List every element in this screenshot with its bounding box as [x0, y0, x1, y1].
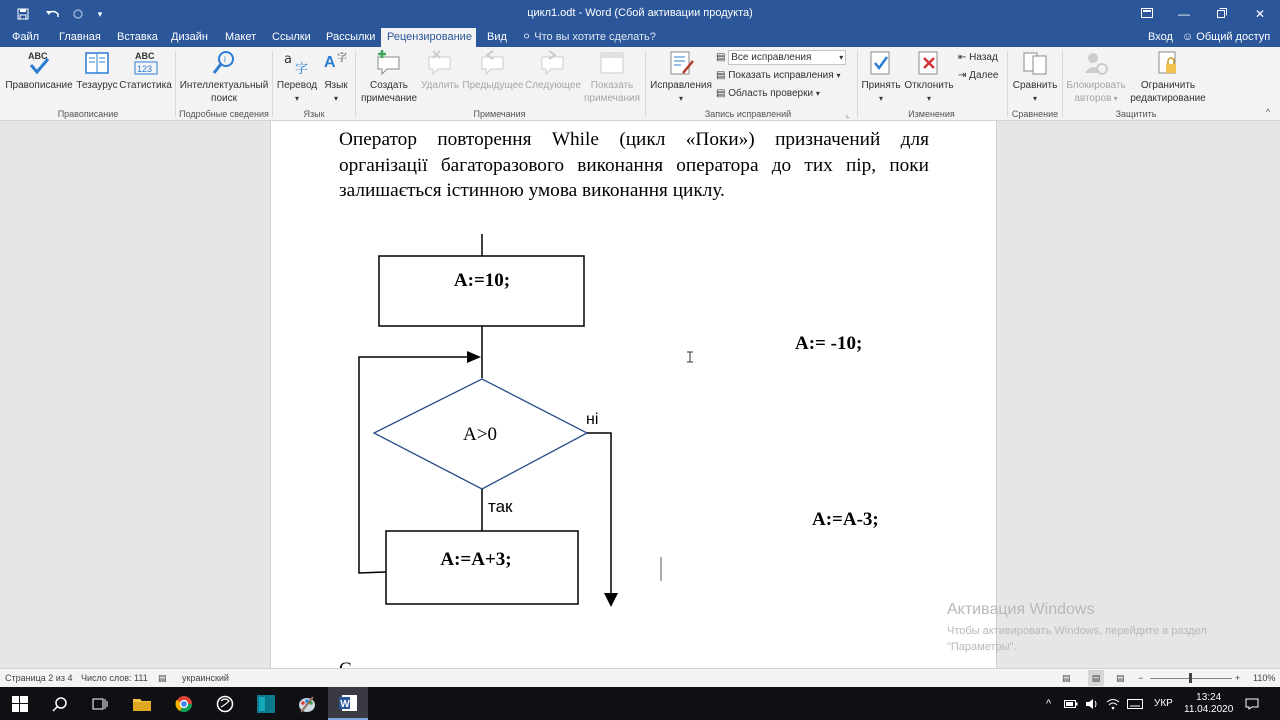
status-bar: [0, 668, 1280, 687]
markup-icon: ▤: [716, 52, 726, 64]
body-paragraph: Оператор повторення While (цикл «Поки») призначений для організації багаторазового виконання оператора до тих пір, поки залишається істинною умова виконання циклу.: [339, 129, 929, 201]
exit-line: [587, 433, 611, 594]
tab-insert[interactable]: Вставка: [117, 31, 158, 43]
previous-change-icon: ⇤: [958, 52, 967, 63]
document-area: [0, 121, 1280, 668]
word-count-button[interactable]: ABC 123 Статистика: [119, 51, 172, 91]
window-title: цикл1.odt - Word (Сбой активации продукта): [527, 7, 753, 19]
proofing-status-icon[interactable]: ▤: [158, 673, 167, 683]
notifications-icon[interactable]: [1245, 687, 1259, 720]
reviewing-pane-button[interactable]: ▤ Область проверки ▾: [716, 88, 820, 99]
ribbon-tabs: [0, 28, 1280, 47]
svg-text:字: 字: [295, 62, 309, 77]
app-circle-icon[interactable]: [205, 687, 245, 720]
group-separator: [645, 51, 646, 117]
clock-date: 11.04.2020: [1184, 703, 1234, 715]
group-separator: [1062, 51, 1063, 117]
accept-button[interactable]: Принять ▾: [859, 49, 903, 105]
word-taskbar-icon[interactable]: [328, 687, 368, 720]
book-icon: [83, 49, 111, 77]
restrict-editing-button[interactable]: Ограничить редактирование: [1128, 49, 1208, 105]
title-bar: [0, 0, 1280, 28]
init-text: A:=10;: [453, 270, 511, 291]
activation-line1: Чтобы активировать Windows, перейдите в раздел: [947, 625, 1207, 637]
search-icon: [210, 49, 238, 77]
app-teal-icon[interactable]: [246, 687, 286, 720]
keyboard-icon[interactable]: [1127, 687, 1143, 720]
taskbar: [0, 687, 1280, 720]
spelling-button[interactable]: ABC Правописание: [5, 51, 73, 91]
show-comments-icon: [598, 49, 626, 77]
group-separator: [355, 51, 356, 117]
share-label: Общий доступ: [1196, 31, 1271, 43]
language-icon: [322, 49, 350, 77]
page-indicator[interactable]: Страница 2 из 4: [5, 673, 73, 683]
reviewing-pane-icon: ▤: [716, 88, 726, 99]
formula-a-minus-10: A:= -10;: [795, 333, 863, 354]
tell-me-text: Что вы хотите сделать?: [534, 31, 656, 43]
tell-me-box[interactable]: [522, 28, 656, 47]
language-button[interactable]: A 字 Язык ▾: [320, 49, 352, 105]
tab-view[interactable]: Вид: [487, 31, 507, 43]
show-markup-button[interactable]: ▤ Показать исправления ▾: [716, 70, 841, 81]
collapse-ribbon-icon[interactable]: ^: [1266, 107, 1271, 117]
group-changes-label: Изменения: [908, 109, 955, 119]
reject-icon: [915, 49, 943, 77]
group-insights-label: Подробные сведения: [179, 109, 269, 119]
lock-icon: [1154, 49, 1182, 77]
track-changes-icon: [667, 49, 695, 77]
tab-home[interactable]: Главная: [59, 31, 101, 43]
accept-icon: [867, 49, 895, 77]
language-status[interactable]: украинский: [182, 673, 229, 683]
next-comment-icon: [539, 49, 567, 77]
read-mode-icon[interactable]: ▤: [1062, 673, 1071, 683]
tab-file[interactable]: Файл: [12, 31, 40, 43]
sign-in-link[interactable]: Вход: [1148, 31, 1173, 43]
dialog-launcher-icon[interactable]: ⌞: [846, 110, 850, 119]
previous-comment-icon: [479, 49, 507, 77]
share-button[interactable]: [1182, 28, 1270, 47]
group-separator: [272, 51, 273, 117]
svg-text:ABC: ABC: [134, 51, 154, 61]
input-language[interactable]: УКР: [1154, 698, 1173, 709]
volume-icon[interactable]: [1085, 687, 1099, 720]
show-markup-icon: ▤: [716, 70, 726, 81]
zoom-out-icon[interactable]: −: [1138, 673, 1144, 683]
block-authors-button[interactable]: Блокировать авторов ▾: [1064, 49, 1128, 105]
delete-comment-icon: [426, 49, 454, 77]
document-page[interactable]: [270, 121, 997, 668]
flowchart: [271, 121, 998, 668]
previous-change-button[interactable]: ⇤ Назад: [958, 52, 998, 63]
yes-label: так: [488, 497, 513, 516]
tab-design[interactable]: Дизайн: [171, 31, 208, 43]
ribbon-display-icon[interactable]: [1135, 4, 1159, 24]
zoom-slider-thumb[interactable]: [1189, 673, 1192, 683]
compare-button[interactable]: Сравнить ▾: [1010, 49, 1060, 105]
svg-text:字: 字: [337, 53, 347, 64]
group-comments-label: Примечания: [473, 109, 526, 119]
file-explorer-icon[interactable]: [122, 687, 162, 720]
translate-icon: [283, 49, 311, 77]
group-separator: [1007, 51, 1008, 117]
tab-references[interactable]: Ссылки: [272, 31, 311, 43]
svg-text:a: a: [284, 52, 292, 67]
group-tracking-label: Запись исправлений: [704, 109, 792, 119]
task-view-icon[interactable]: [80, 687, 120, 720]
svg-text:123: 123: [136, 64, 152, 74]
lightbulb-icon: ⚪: [522, 31, 532, 43]
search-icon[interactable]: [40, 687, 80, 720]
activation-line2: "Параметры".: [947, 641, 1017, 653]
new-comment-button[interactable]: Создать примечание: [357, 49, 421, 105]
activation-watermark: [947, 601, 1207, 655]
next-comment-button[interactable]: Следующее: [524, 49, 582, 92]
zoom-level[interactable]: 110%: [1253, 673, 1276, 683]
close-icon[interactable]: ✕: [1254, 7, 1266, 21]
clock-time: 13:24: [1196, 691, 1222, 703]
show-comments-button[interactable]: Показать примечания: [582, 49, 642, 105]
print-layout-icon[interactable]: ▤: [1088, 670, 1104, 686]
thesaurus-button[interactable]: Тезаурус: [76, 49, 118, 92]
tab-mailings[interactable]: Рассылки: [326, 31, 376, 43]
condition-text: A>0: [463, 424, 497, 445]
svg-text:i: i: [224, 55, 226, 64]
ribbon: [0, 47, 1280, 121]
group-language-label: Язык: [303, 109, 325, 119]
windows-start-icon[interactable]: [0, 687, 40, 720]
formula-a-minus-3: A:=A-3;: [812, 509, 879, 530]
minimize-icon[interactable]: —: [1178, 7, 1190, 21]
wifi-icon[interactable]: [1106, 687, 1120, 720]
web-layout-icon[interactable]: ▤: [1116, 673, 1125, 683]
chrome-icon[interactable]: [164, 687, 204, 720]
smart-lookup-button[interactable]: i Интеллектуальный поиск: [178, 49, 270, 105]
chevron-down-icon: ▾: [815, 89, 820, 98]
markup-dropdown[interactable]: ▤ Все исправления ▾: [716, 50, 854, 66]
new-comment-icon: [375, 49, 403, 77]
group-protect-label: Защитить: [1115, 109, 1157, 119]
activation-heading: Активация Windows: [947, 601, 1095, 618]
spelling-icon: [25, 49, 53, 77]
group-separator: [175, 51, 176, 117]
init-box: [379, 256, 584, 326]
person-icon: ☺: [1182, 31, 1194, 43]
tab-review[interactable]: Рецензирование: [381, 28, 476, 47]
group-proofing-label: Правописание: [57, 109, 119, 119]
loop-arrow-head: [467, 351, 481, 363]
reject-button[interactable]: Отклонить ▾: [903, 49, 955, 105]
svg-text:A: A: [324, 54, 336, 71]
word-count-icon: [132, 49, 160, 77]
no-label: ні: [586, 411, 599, 428]
paint-icon[interactable]: [287, 687, 327, 720]
ibeam-cursor-icon: [687, 352, 693, 362]
track-changes-button[interactable]: Исправления ▾: [648, 49, 714, 105]
group-compare-label: Сравнение: [1011, 109, 1059, 119]
group-separator: [857, 51, 858, 117]
block-authors-icon: [1082, 49, 1110, 77]
body-text: A:=A+3;: [440, 549, 512, 570]
next-change-button[interactable]: ⇥ Далее: [958, 70, 999, 81]
restore-icon[interactable]: [1210, 4, 1234, 24]
next-change-icon: ⇥: [958, 70, 967, 81]
delete-comment-button[interactable]: Удалить: [420, 49, 460, 92]
previous-comment-button[interactable]: Предыдущее: [461, 49, 525, 92]
translate-button[interactable]: a 字 Перевод ▾: [275, 49, 319, 105]
battery-icon[interactable]: [1064, 687, 1078, 720]
clock[interactable]: [1184, 687, 1233, 720]
compare-icon: [1021, 49, 1049, 77]
chevron-down-icon: ▾: [836, 71, 841, 80]
svg-text:W: W: [340, 698, 350, 710]
svg-text:ABC: ABC: [28, 51, 48, 61]
exit-arrow-head: [604, 593, 618, 607]
zoom-in-icon[interactable]: +: [1235, 673, 1241, 683]
tray-overflow-icon[interactable]: ^: [1046, 697, 1052, 710]
customize-qat-icon[interactable]: ▾: [97, 8, 103, 19]
chevron-down-icon: ▾: [839, 53, 844, 62]
word-count[interactable]: Число слов: 111: [81, 673, 148, 683]
tab-layout[interactable]: Макет: [225, 31, 257, 43]
